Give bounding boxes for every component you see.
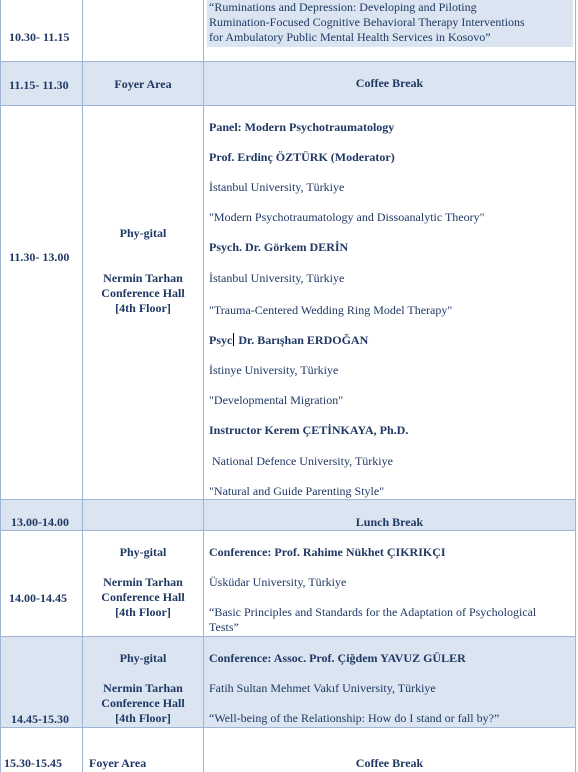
talk-title: Rumination-Focused Cognitive Behavioral Therapy Interventions xyxy=(209,15,525,29)
speaker-name: Prof. Erdinç ÖZTÜRK (Moderator) xyxy=(209,150,395,164)
time-slot: 14.00-14.45 xyxy=(9,591,67,605)
affiliation: İstinye University, Türkiye xyxy=(209,363,339,377)
venue-type: Phy-gital xyxy=(119,545,167,559)
talk-title: "Trauma-Centered Wedding Ring Model Therapy" xyxy=(209,303,453,317)
talk-title: "Modern Psychotraumatology and Dissoanalytic Theory" xyxy=(209,210,485,224)
talk-title: “Well-being of the Relationship: How do I stand or fall by?” xyxy=(209,711,500,725)
time-slot: 14.45-15.30 xyxy=(11,712,69,726)
affiliation: İstanbul University, Türkiye xyxy=(209,271,345,285)
time-slot: 15.30-15.45 xyxy=(4,756,62,770)
affiliation: İstanbul University, Türkiye xyxy=(209,180,345,194)
venue-name: Nermin Tarhan xyxy=(103,681,183,695)
talk-title: “Basic Principles and Standards for the Adaptation of Psychological xyxy=(209,605,537,619)
text-cursor xyxy=(233,333,234,346)
talk-title: "Natural and Guide Parenting Style" xyxy=(209,484,385,498)
venue-type: Phy-gital xyxy=(119,226,167,240)
break-label: Coffee Break xyxy=(355,756,424,770)
talk-title: “Ruminations and Depression: Developing and Piloting xyxy=(209,0,477,14)
talk-title: for Ambulatory Public Mental Health Services in Kosovo” xyxy=(209,30,491,44)
venue-name: Conference Hall xyxy=(101,590,185,604)
time-slot: 10.30- 11.15 xyxy=(9,30,70,44)
venue: Foyer Area xyxy=(89,756,147,770)
affiliation: Fatih Sultan Mehmet Vakıf University, Türkiye xyxy=(209,681,436,695)
table-row xyxy=(0,531,576,637)
affiliation: Üsküdar University, Türkiye xyxy=(209,575,347,589)
speaker-name: Instructor Kerem ÇETİNKAYA, Ph.D. xyxy=(209,423,409,437)
venue-name: Conference Hall xyxy=(101,696,185,710)
venue-name: Conference Hall xyxy=(101,286,185,300)
table-row xyxy=(0,728,576,772)
panel-title: Panel: Modern Psychotraumatology xyxy=(209,120,395,134)
talk-title: Tests” xyxy=(209,620,239,634)
time-slot: 13.00-14.00 xyxy=(11,515,69,529)
speaker-name: Psyc Dr. Barışhan ERDOĞAN xyxy=(209,333,369,347)
venue-type: Phy-gital xyxy=(119,651,167,665)
venue-floor: [4th Floor] xyxy=(115,711,171,725)
table-row xyxy=(0,0,576,62)
table-row xyxy=(0,106,576,500)
speaker-name: Conference: Assoc. Prof. Çiğdem YAVUZ GÜLER xyxy=(209,651,466,665)
table-row xyxy=(0,637,576,728)
speaker-name: Conference: Prof. Rahime Nükhet ÇIKRIKÇI xyxy=(209,545,446,559)
break-label: Coffee Break xyxy=(355,76,424,90)
table-row xyxy=(0,62,576,106)
table-row xyxy=(0,500,576,531)
time-slot: 11.30- 13.00 xyxy=(9,250,70,264)
venue-floor: [4th Floor] xyxy=(115,301,171,315)
venue-name: Nermin Tarhan xyxy=(103,271,183,285)
time-slot: 11.15- 11.30 xyxy=(9,78,69,92)
affiliation: National Defence University, Türkiye xyxy=(209,454,393,468)
talk-title: "Developmental Migration" xyxy=(209,393,344,407)
break-label: Lunch Break xyxy=(355,515,424,529)
venue: Foyer Area xyxy=(114,77,172,91)
venue-floor: [4th Floor] xyxy=(115,605,171,619)
venue-name: Nermin Tarhan xyxy=(103,575,183,589)
speaker-name: Psych. Dr. Görkem DERİN xyxy=(209,240,349,254)
